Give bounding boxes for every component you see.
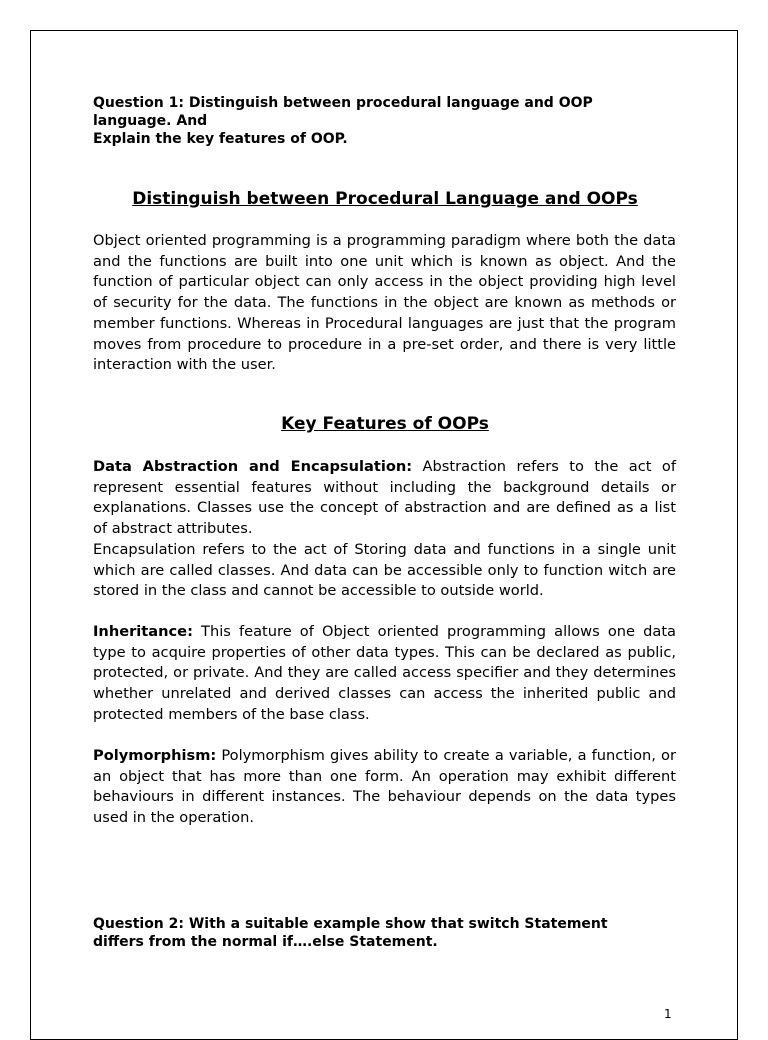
paragraph-abstraction: [93, 457, 676, 540]
page-number: 1: [664, 1007, 672, 1021]
question-2-line-1: Question 2: With a suitable example show that switch Statement: [93, 916, 608, 932]
inheritance-label: Inheritance:: [93, 623, 193, 640]
question-2: [93, 915, 677, 951]
paragraph-inheritance: [93, 622, 676, 726]
paragraph-encapsulation: Encapsulation refers to the act of Storing data and functions in a single unit which are called classes. And data can be accessible only to function witch are stored in the class and cannot be accessible to outside world.: [93, 541, 676, 600]
question-2-line-2: differs from the normal if….else Statement.: [93, 934, 438, 950]
polymorphism-text: Polymorphism gives ability to create a variable, a function, or an object that has more than one form. An operation may exhibit different behaviours in different instances. The behaviour depends on the data types used in the operation.: [93, 747, 676, 827]
question-1-line-1: Question 1: Distinguish between procedural language and OOP: [93, 95, 593, 111]
polymorphism-label: Polymorphism:: [93, 747, 217, 764]
abstraction-text: Abstraction refers to the act of represent essential features without including the background details or explanations. Classes use the concept of abstraction and are defined as a list of abstract attributes.: [93, 458, 676, 538]
question-1-line-2: language. And: [93, 113, 208, 129]
question-1-line-3: Explain the key features of OOP.: [93, 131, 348, 147]
paragraph-procedural-vs-oop: Object oriented programming is a programming paradigm where both the data and the functions are built into one unit which is known as object. And the function of particular object can only access in the object providing high level of security for the data. The functions in the object are known as methods or member functions. Whereas in Procedural languages are just that the program moves from procedure to procedure in a pre-set order, and there is very little interaction with the user.: [93, 232, 676, 374]
inheritance-text: This feature of Object oriented programming allows one data type to acquire properties of other data types. This can be declared as public, protected, or private. And they are called access specifier and they determines whether unrelated and derived classes can access the inherited public and protected members of the base class.: [93, 623, 676, 723]
abstraction-label: Data Abstraction and Encapsulation:: [93, 458, 413, 475]
paragraph-polymorphism: [93, 746, 676, 829]
question-1: [93, 94, 677, 148]
heading-distinguish: Distinguish between Procedural Language and OOPs: [132, 189, 638, 209]
heading-key-features: Key Features of OOPs: [281, 414, 489, 434]
